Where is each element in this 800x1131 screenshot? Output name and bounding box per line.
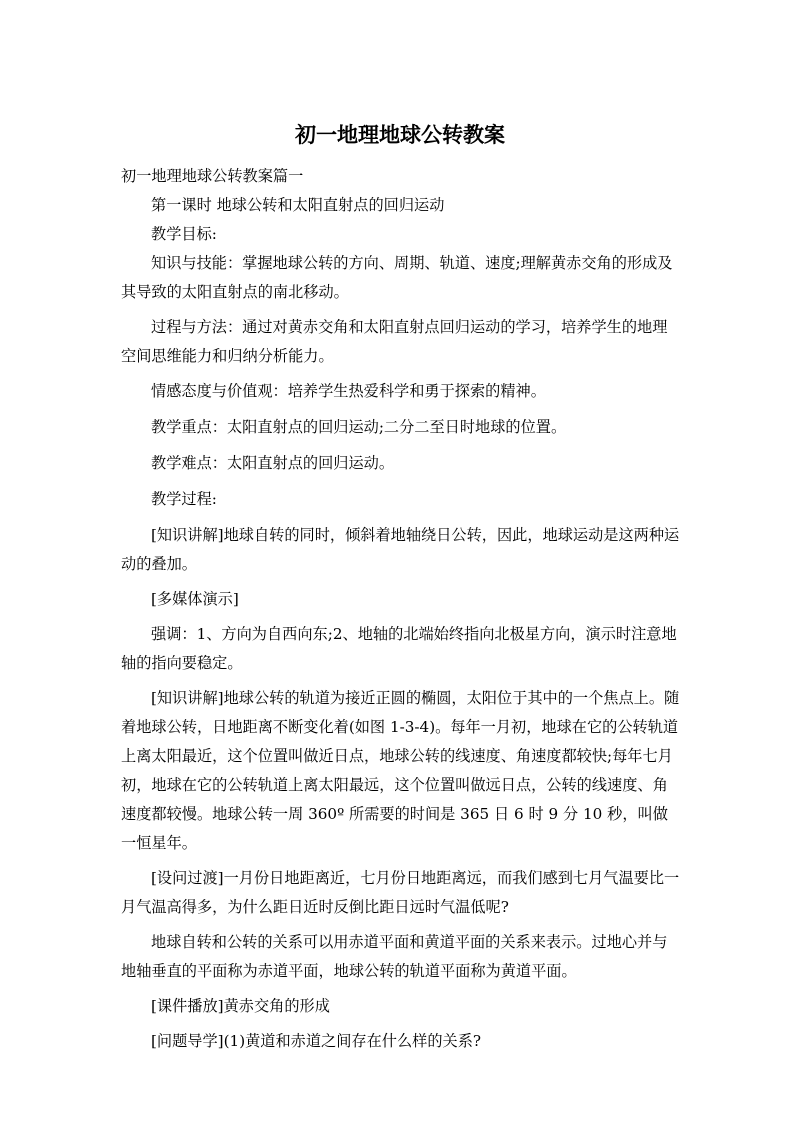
lesson-heading: 第一课时 地球公转和太阳直射点的回归运动 <box>151 196 445 214</box>
paragraph-process-methods: 过程与方法：通过对黄赤交角和太阳直射点回归运动的学习，培养学生的地理空间思维能力和归纳分析能力。 <box>121 318 668 365</box>
paragraph-key-points: 教学重点：太阳直射点的回归运动;二分二至日时地球的位置。 <box>151 418 567 436</box>
section-heading: 初一地理地球公转教案篇一 <box>121 167 304 185</box>
paragraph-knowledge-skills: 知识与技能：掌握地球公转的方向、周期、轨道、速度;理解黄赤交角的形成及其导致的太阳直射点的南北移动。 <box>121 254 673 301</box>
paragraph-process-label: 教学过程: <box>151 490 217 508</box>
paragraph-planes: 地球自转和公转的关系可以用赤道平面和黄道平面的关系来表示。过地心并与地轴垂直的平面称为赤道平面，地球公转的轨道平面称为黄道平面。 <box>121 933 668 980</box>
paragraph-emphasis: 强调：1、方向为自西向东;2、地轴的北端始终指向北极星方向，演示时注意地轴的指向要稳定。 <box>121 625 677 672</box>
paragraph-attitude-values: 情感态度与价值观：培养学生热爱科学和勇于探索的精神。 <box>151 382 546 400</box>
document-title: 初一地理地球公转教案 <box>295 123 505 147</box>
paragraph-guided-question: [问题导学](1)黄道和赤道之间存在什么样的关系? <box>151 1032 482 1050</box>
paragraph-courseware: [课件播放]黄赤交角的形成 <box>151 997 330 1015</box>
paragraph-knowledge-explain-2: [知识讲解]地球公转的轨道为接近正圆的椭圆，太阳位于其中的一个焦点上。随着地球公转，日地距离不断变化着(如图 1-3-4)。每年一月初，地球在它的公转轨道上离太阳最近，这个位置叫做近日点，地球公转的线速度、角速度都较快;每年七月初，地球在它的公转轨道上离太阳最远，这个位置叫做远日点，公转的线速度、角速度都较慢。地球公转一周 360º 所需要的时间是 365 日 6 时 9 分 10 秒，叫做一恒星年。 <box>121 689 680 852</box>
paragraph-objectives-label: 教学目标: <box>151 225 217 243</box>
document-body <box>121 162 681 1056</box>
paragraph-question-transition: [设问过渡]一月份日地距离近，七月份日地距离远，而我们感到七月气温要比一月气温高得多，为什么距日近时反倒比距日远时气温低呢? <box>121 869 680 916</box>
paragraph-multimedia-demo: [多媒体演示] <box>151 590 239 608</box>
paragraph-difficulties: 教学难点：太阳直射点的回归运动。 <box>151 454 394 472</box>
paragraph-knowledge-explain-1: [知识讲解]地球自转的同时，倾斜着地轴绕日公转，因此，地球运动是这两种运动的叠加。 <box>121 526 680 573</box>
